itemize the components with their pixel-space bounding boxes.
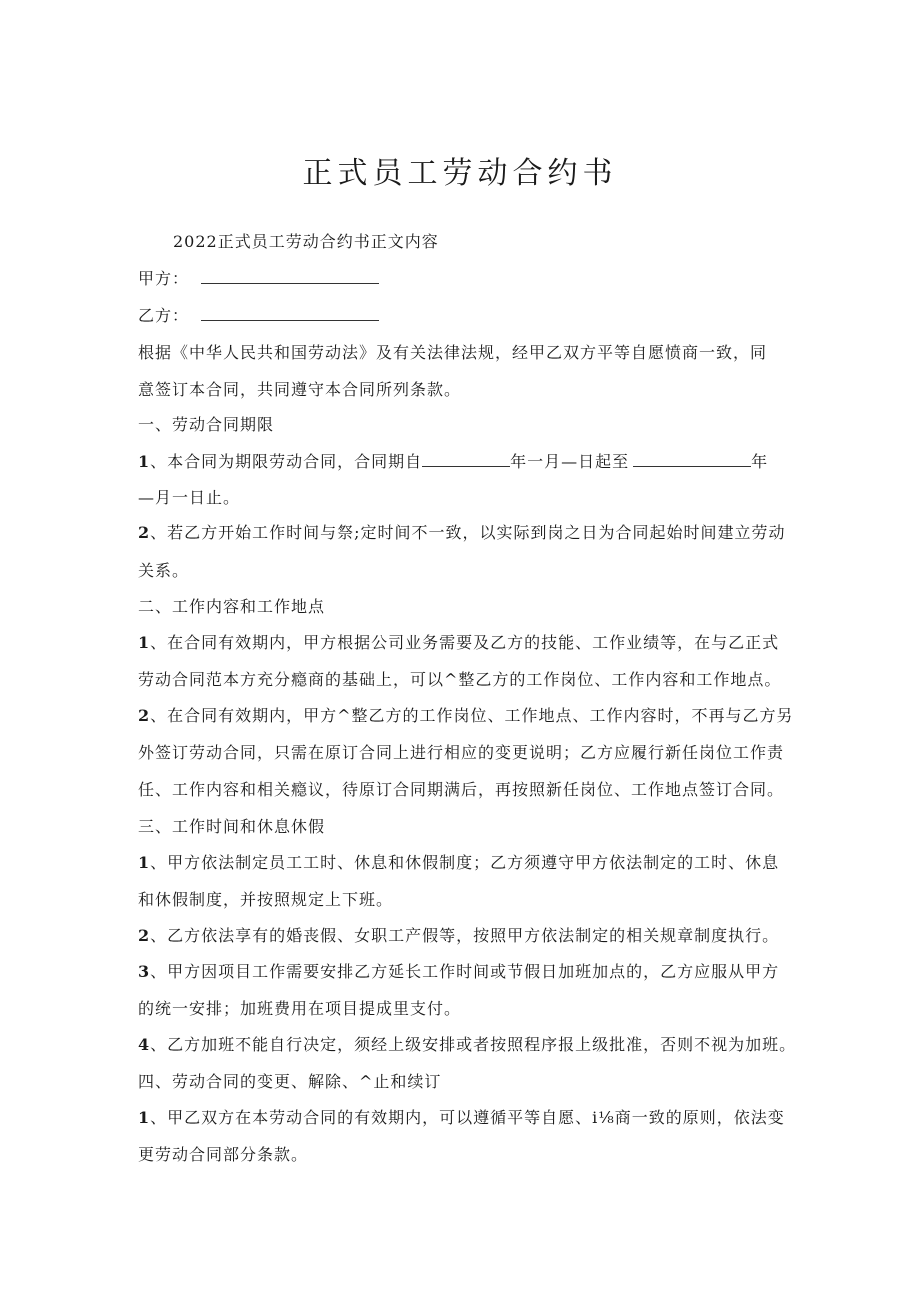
party-a-blank xyxy=(201,269,379,284)
clause-3-3-cont: 的统一安排；加班费用在项目提成里支付。 xyxy=(138,999,462,1018)
clause-text: 、甲方依法制定员工工时、休息和休假制度；乙方须遵守甲方依法制定的工时、休息 xyxy=(150,853,780,872)
clause-number: 1 xyxy=(138,633,151,652)
clause-2-2-cont-1: 外签订劳动合同，只需在原订合同上进行相应的变更说明；乙方应履行新任岗位工作责 xyxy=(138,743,785,762)
clause-text: 、在合同有效期内，甲方根据公司业务需要及乙方的技能、工作业绩等，在与乙正式 xyxy=(150,633,780,652)
party-a-line xyxy=(138,268,808,290)
clause-3-4 xyxy=(138,1034,808,1056)
clause-2-2-cont-2: 任、工作内容和相关瘾议，待原订合同期满后，再按照新任岗位、工作地点签订合同。 xyxy=(138,780,785,799)
clause-2-1 xyxy=(138,632,808,654)
party-b-line xyxy=(138,305,808,327)
start-year-blank xyxy=(422,452,510,467)
clause-number: 2 xyxy=(138,523,151,542)
clause-1-2-cont: 关系。 xyxy=(138,561,190,580)
clause-text: 、甲方因项目工作需要安排乙方延长工作时间或节假日加班加点的，乙方应服从甲方 xyxy=(150,962,780,981)
intro-line-1: 根据《中华人民共和国劳动法》及有关法律法规，经甲乙双方平等自愿愤商一致，同 xyxy=(138,343,768,362)
section-heading-hours: 三、工作时间和休息休假 xyxy=(138,817,326,836)
clause-number: 1 xyxy=(138,452,151,471)
clause-number: 4 xyxy=(138,1035,151,1054)
clause-text: 、乙方依法享有的婚丧假、女职工产假等，按照甲方依法制定的相关规章制度执行。 xyxy=(150,926,780,945)
clause-3-3 xyxy=(138,961,808,983)
clause-4-1-cont: 更劳动合同部分条款。 xyxy=(138,1145,309,1164)
clause-text: 年 xyxy=(751,452,769,471)
party-b-blank xyxy=(201,306,379,321)
intro-line-2: 意签订本合同，共同遵守本合同所列条款。 xyxy=(138,380,462,399)
clause-text: 、乙方加班不能自行决定，须经上级安排或者按照程序报上级批准，否则不视为加班。 xyxy=(150,1035,797,1054)
clause-number: 2 xyxy=(138,706,151,725)
clause-text: 、甲乙双方在本劳动合同的有效期内，可以遵循平等自愿、i⅛商一致的原则，依法变 xyxy=(150,1108,785,1127)
clause-3-1-cont: 和休假制度，并按照规定上下班。 xyxy=(138,890,394,909)
clause-number: 3 xyxy=(138,962,151,981)
section-heading-changes: 四、劳动合同的变更、解除、^止和续订 xyxy=(138,1072,442,1091)
page-title: 正式员工劳动合约书 xyxy=(302,156,618,191)
clause-text: 、在合同有效期内，甲方^整乙方的工作岗位、工作地点、工作内容时，不再与乙方另 xyxy=(150,706,794,725)
clause-1-1 xyxy=(138,451,808,473)
clause-number: 1 xyxy=(138,1108,151,1127)
clause-text: 年一月—日起至 xyxy=(510,452,630,471)
clause-1-1-cont: —月一日止。 xyxy=(138,488,241,507)
party-b-label: 乙方： xyxy=(138,306,190,325)
clause-3-2 xyxy=(138,925,808,947)
clause-1-2 xyxy=(138,522,808,544)
clause-4-1 xyxy=(138,1107,808,1129)
subtitle: 2022正式员工劳动合约书正文内容 xyxy=(173,232,439,251)
clause-number: 2 xyxy=(138,926,151,945)
clause-2-1-cont: 劳动合同范本方充分瘾商的基础上，可以^整乙方的工作岗位、工作内容和工作地点。 xyxy=(138,670,782,689)
section-heading-term: 一、劳动合同期限 xyxy=(138,415,275,434)
section-heading-content: 二、工作内容和工作地点 xyxy=(138,597,326,616)
clause-2-2 xyxy=(138,705,808,727)
clause-text: 、本合同为期限劳动合同，合同期自 xyxy=(150,452,423,471)
clause-number: 1 xyxy=(138,853,151,872)
clause-3-1 xyxy=(138,852,808,874)
clause-text: 、若乙方开始工作时间与祭;定时间不一致，以实际到岗之日为合同起始时间建立劳动 xyxy=(150,523,786,542)
party-a-label: 甲方： xyxy=(138,269,190,288)
end-year-blank xyxy=(633,452,751,467)
